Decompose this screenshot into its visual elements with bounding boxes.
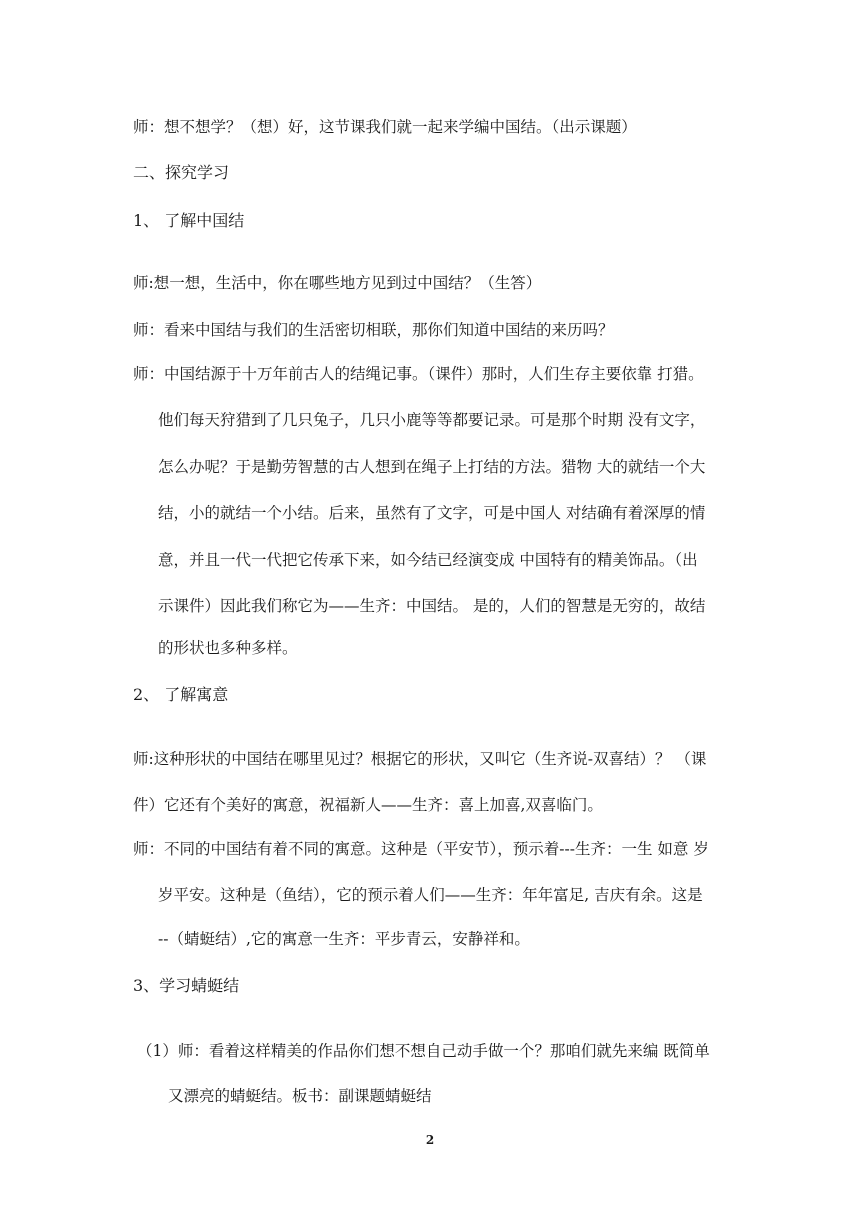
section-heading-explore: 二、探究学习 bbox=[133, 163, 230, 182]
text-line-12: 的形状也多种多样。 bbox=[158, 639, 298, 657]
text-line-4: 师:想一想，生活中，你在哪些地方见到过中国结？（生答） bbox=[133, 274, 542, 292]
text-line-20: （1）师：看着这样精美的作品你们想不想自己动手做一个？那咱们就先来编 既简单 bbox=[137, 1042, 710, 1060]
text-line-17: 岁平安。这种是（鱼结），它的预示着人们——生齐：年年富足, 吉庆有余。这是 bbox=[158, 886, 703, 904]
text-line-14: 师:这种形状的中国结在哪里见过？根据它的形状，又叫它（生齐说-双喜结）？ （课 bbox=[133, 750, 707, 768]
text-line-11: 示课件）因此我们称它为——生齐：中国结。 是的，人们的智慧是无穷的，故结 bbox=[158, 597, 706, 615]
text-line-10: 意，并且一代一代把它传承下来，如今结已经演变成 中国特有的精美饰品。（出 bbox=[158, 551, 698, 569]
text-line-9: 结，小的就结一个小结。后来，虽然有了文字，可是中国人 对结确有着深厚的情 bbox=[158, 504, 706, 522]
text-line-5: 师：看来中国结与我们的生活密切相联，那你们知道中国结的来历吗？ bbox=[133, 321, 614, 339]
text-line-6: 师：中国结源于十万年前古人的结绳记事。（课件）那时，人们生存主要依靠 打猎。 bbox=[133, 365, 704, 383]
subsection-heading-3: 3、学习蜻蜓结 bbox=[133, 976, 240, 995]
text-line-7: 他们每天狩猎到了几只兔子，几只小鹿等等都要记录。可是那个时期 没有文字， bbox=[158, 411, 706, 429]
text-line-8: 怎么办呢？于是勤劳智慧的古人想到在绳子上打结的方法。猎物 大的就结一个大 bbox=[158, 458, 706, 476]
subsection-heading-2: 2、 了解寓意 bbox=[133, 685, 229, 704]
text-line-21: 又漂亮的蜻蜓结。板书：副课题蜻蜓结 bbox=[168, 1087, 432, 1105]
subsection-heading-1: 1、 了解中国结 bbox=[133, 211, 245, 230]
text-line-18: --（蜻蜓结）,它的寓意一生齐：平步青云，安静祥和。 bbox=[158, 930, 530, 948]
text-line-16: 师：不同的中国结有着不同的寓意。这种是（平安节），预示着---生齐：一生 如意 岁 bbox=[133, 840, 709, 858]
text-line-1: 师：想不想学？（想）好，这节课我们就一起来学编中国结。（出示课题） bbox=[133, 118, 637, 136]
page-number: 2 bbox=[425, 1133, 435, 1147]
text-line-15: 件）它还有个美好的寓意，祝福新人——生齐：喜上加喜,双喜临门。 bbox=[133, 796, 603, 814]
